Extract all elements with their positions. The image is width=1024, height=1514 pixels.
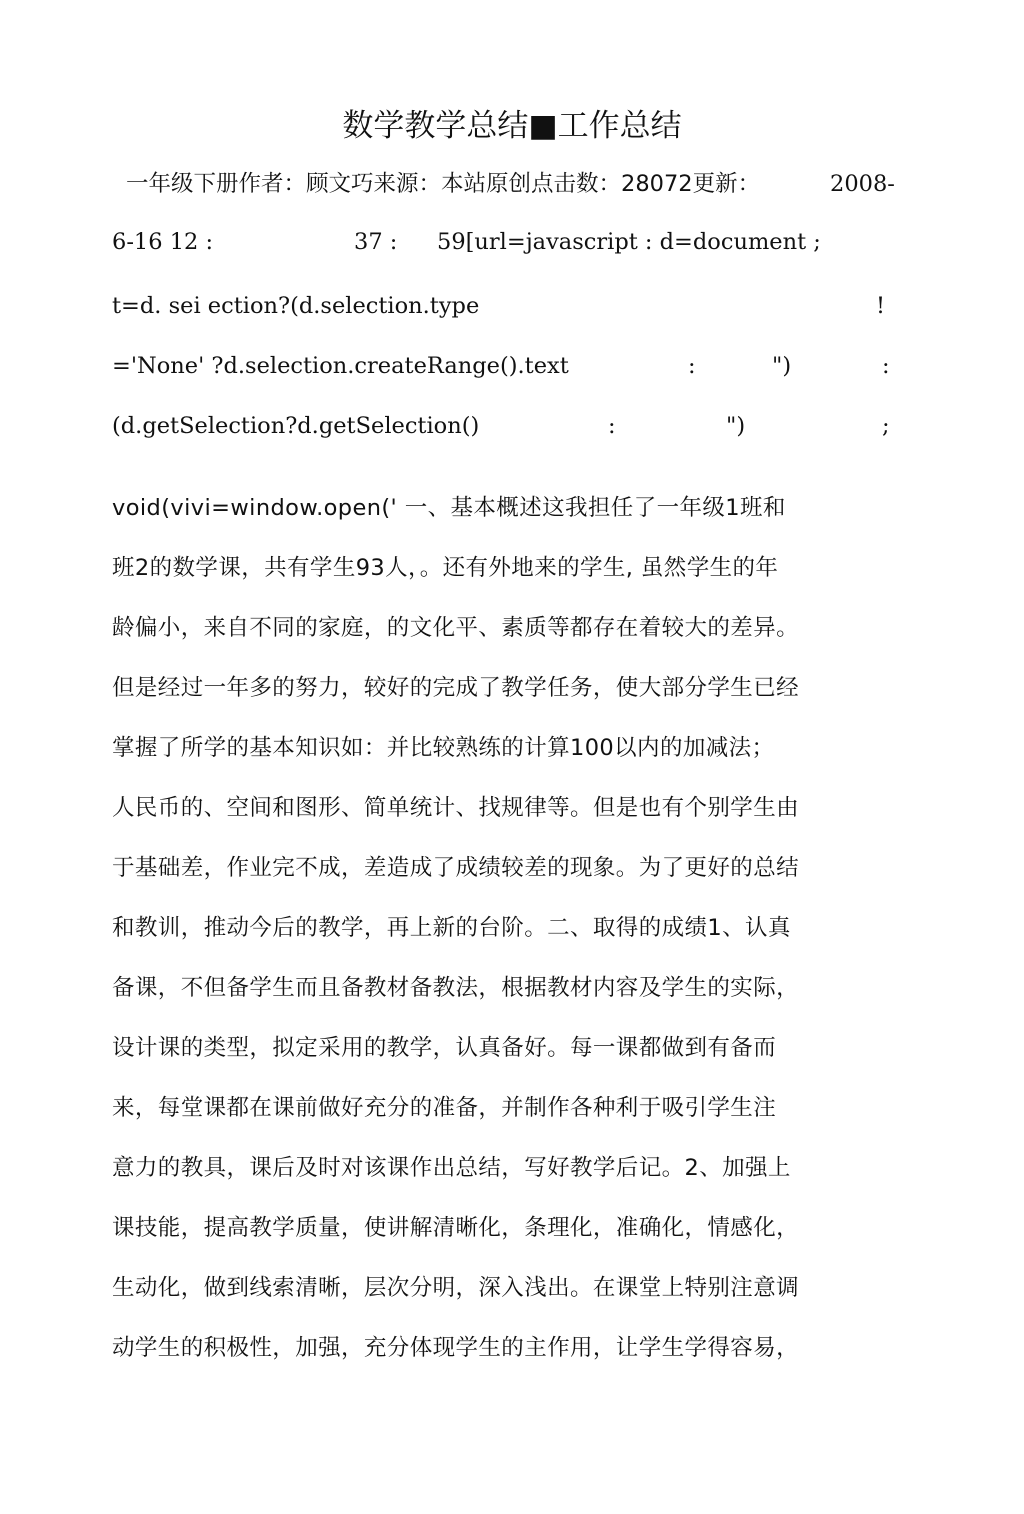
code-symbol: ") [726,413,746,439]
paragraph-line: 生动化，做到线索清晰，层次分明，深入浅出。在课堂上特别注意调 [112,1275,800,1301]
code-symbol: : [882,353,890,379]
paragraph-line: 来，每堂课都在课前做好充分的准备，并制作各种利于吸引学生注 [112,1095,777,1121]
code-line-2 [112,350,896,382]
code-text: (d.getSelection?d.getSelection() [112,413,480,439]
paragraph-line: void(vivi=window.open(' 一、基本概述这我担任了一年级1班和 [112,495,786,521]
document-title: 数学教学总结■工作总结 [342,108,682,144]
paragraph-line: 备课，不但备学生而且备教材备教法，根据教材内容及学生的实际， [112,975,800,1001]
meta-info: 一年级下册作者：顾文巧来源：本站原创点击数：28072更新： [126,171,761,197]
meta-line-1 [112,168,896,200]
paragraph-line: 动学生的积极性，加强，充分体现学生的主作用，让学生学得容易， [112,1335,800,1361]
code-text: t=d. sei ection?(d.selection.type [112,293,480,319]
paragraph-line: 设计课的类型，拟定采用的教学，认真备好。每一课都做到有备而 [112,1035,777,1061]
paragraph-line: 人民币的、空间和图形、简单统计、找规律等。但是也有个别学生由 [112,795,800,821]
paragraph-line: 班2的数学课，共有学生93人，。还有外地来的学生, 虽然学生的年 [112,555,779,581]
paragraph-line: 掌握了所学的基本知识如：并比较熟练的计算100以内的加减法； [112,735,775,761]
paragraph-line: 和教训，推动今后的教学，再上新的台阶。二、取得的成绩1、认真 [112,915,791,941]
code-symbol: : [688,353,696,379]
code-symbol: ! [876,293,886,319]
code-line-1 [112,290,896,322]
paragraph-line: 龄偏小，来自不同的家庭，的文化平、素质等都存在着较大的差异。 [112,615,800,641]
paragraph-line: 意力的教具，课后及时对该课作出总结，写好教学后记。2、加强上 [112,1155,791,1181]
meta-date-end: 6-16 12 : [112,229,214,255]
code-symbol: ; [882,413,890,439]
code-text: ='None' ?d.selection.createRange().text [112,353,569,379]
meta-code-start: 59[url=javascript : d=document ; [437,229,821,255]
paragraph-line: 但是经过一年多的努力，较好的完成了教学任务，使大部分学生已经 [112,675,800,701]
paragraph-line: 于基础差，作业完不成，差造成了成绩较差的现象。为了更好的总结 [112,855,800,881]
paragraph-line: 课技能，提高教学质量，使讲解清晰化，条理化，准确化，情感化， [112,1215,800,1241]
code-symbol: ") [772,353,792,379]
code-line-3 [112,410,896,442]
meta-time-minutes: 37 : [354,229,398,255]
code-symbol: : [608,413,616,439]
meta-line-2 [112,226,896,258]
meta-date-start: 2008- [830,171,895,197]
